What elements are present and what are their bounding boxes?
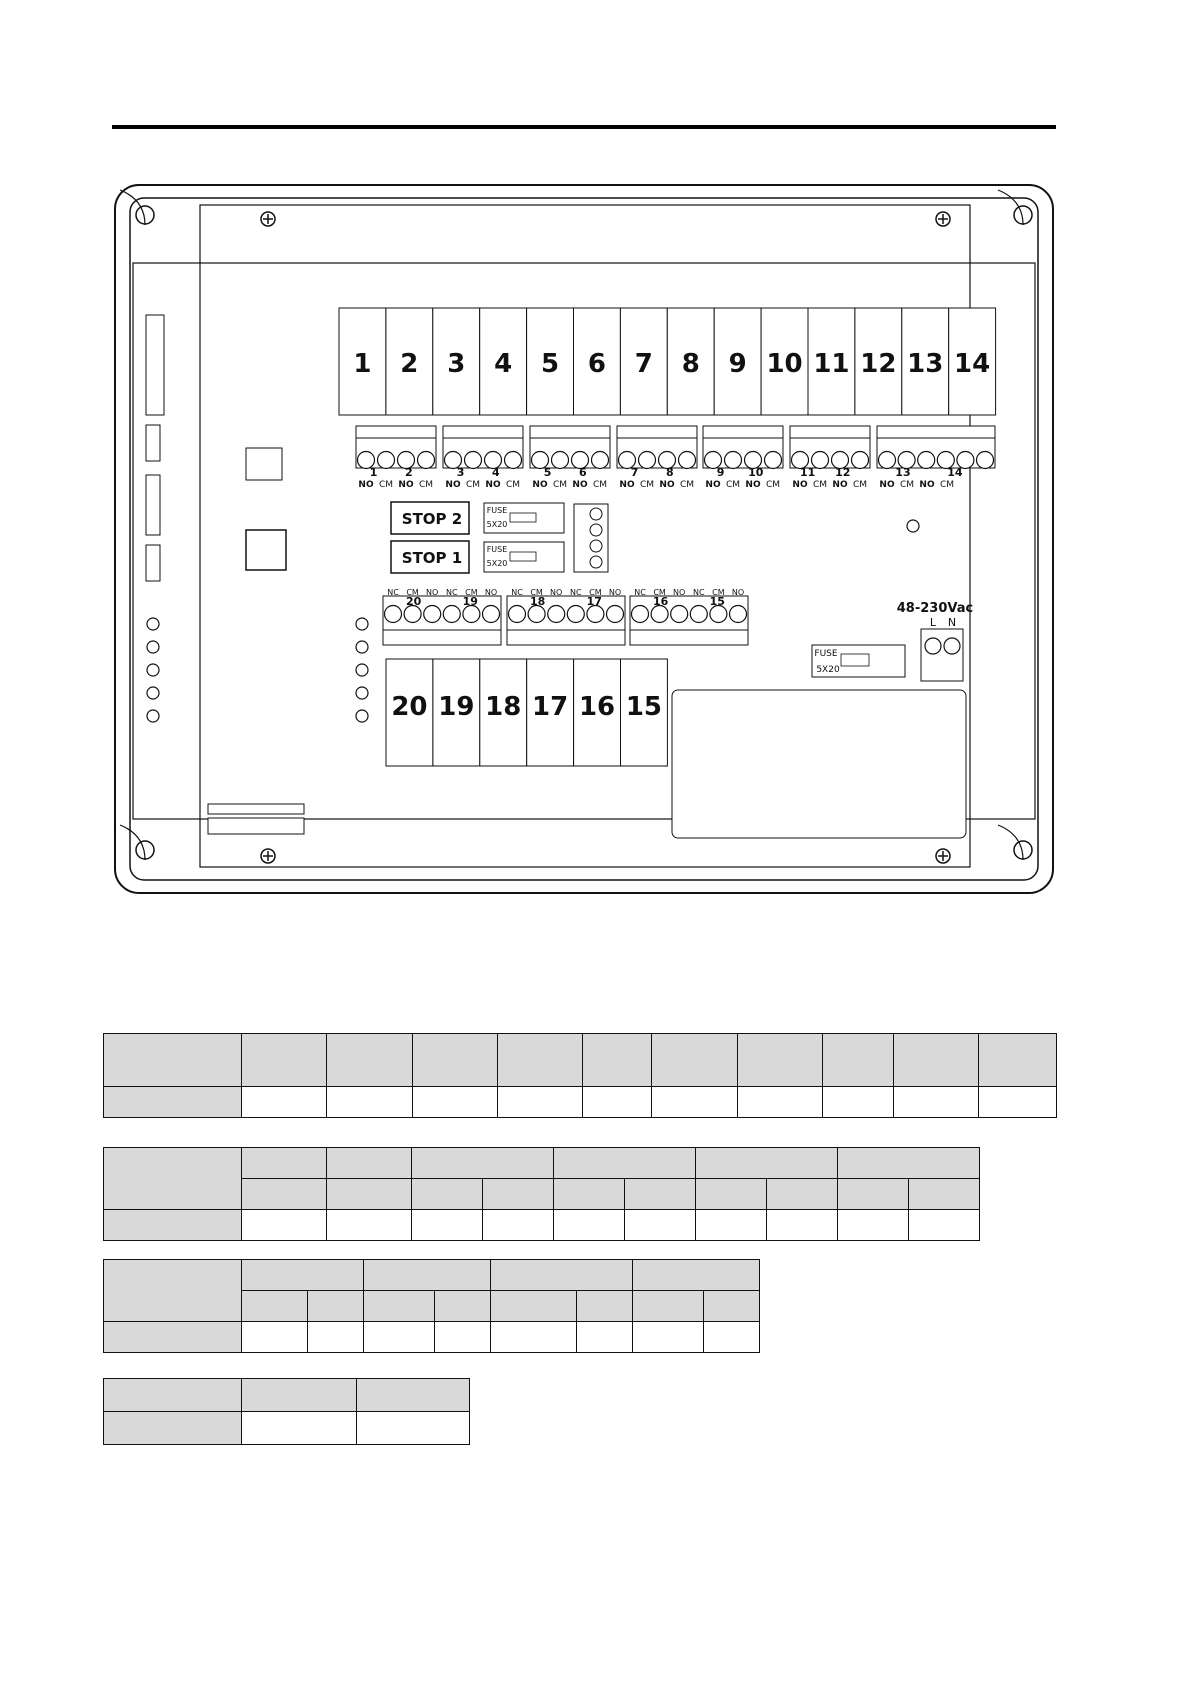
table-3 <box>103 1259 760 1353</box>
terminal-screw-icon <box>639 452 656 469</box>
stop-label: STOP 1 <box>401 549 463 567</box>
relay-label-17: 17 <box>532 692 569 722</box>
terminal-screw-icon <box>552 452 569 469</box>
terminal-screw-icon <box>505 452 522 469</box>
terminal-number: 7 <box>630 466 639 479</box>
terminal-screw-icon <box>528 606 545 623</box>
screw-cross <box>263 214 273 224</box>
terminal-screw-icon <box>465 452 482 469</box>
terminal-screw-icon <box>418 452 435 469</box>
terminal-screw-icon <box>925 638 941 654</box>
relay-label-12: 12 <box>860 349 897 379</box>
terminal-number: 2 <box>404 466 413 479</box>
terminal-screw-icon <box>590 508 602 520</box>
table-row <box>104 1210 980 1241</box>
terminal-number: 9 <box>716 466 725 479</box>
terminal-screw-icon <box>548 606 565 623</box>
terminal-screw-icon <box>918 452 935 469</box>
relay-label-14: 14 <box>954 349 991 379</box>
terminal-number: 4 <box>491 466 500 479</box>
relay-label-15: 15 <box>625 692 663 722</box>
terminal-block-top <box>703 426 783 438</box>
terminal-screw-icon <box>679 452 696 469</box>
table-row <box>104 1034 1057 1087</box>
terminal-screw-icon <box>651 606 668 623</box>
table-row <box>104 1148 980 1179</box>
table-row <box>104 1322 760 1353</box>
terminal-screw-icon <box>632 606 649 623</box>
terminal-number: 17 <box>586 595 602 608</box>
relay-label-18: 18 <box>485 692 522 722</box>
contact-label-no: NO <box>745 480 761 490</box>
terminal-number: 20 <box>406 595 422 608</box>
relay-label-1: 1 <box>353 349 372 379</box>
terminal-number: 15 <box>709 595 725 608</box>
terminal-screw-icon <box>378 452 395 469</box>
contact-label-no: NO <box>485 480 501 490</box>
terminal-block-top <box>356 426 436 438</box>
contact-label: CM <box>653 588 666 597</box>
contact-label: NO <box>731 588 745 597</box>
terminal-number: 12 <box>835 466 851 479</box>
terminal-screw-icon <box>607 606 624 623</box>
contact-label: CM <box>530 588 543 597</box>
contact-label-no: NO <box>358 480 374 490</box>
indicator-hole-icon <box>356 641 368 653</box>
contact-label-cm: CM <box>765 480 781 490</box>
relay-label-13: 13 <box>907 349 944 379</box>
indicator-hole-icon <box>907 520 919 532</box>
terminal-block-bottom <box>507 630 625 645</box>
relay-label-4: 4 <box>494 349 513 379</box>
terminal-screw-icon <box>725 452 742 469</box>
terminal-screw-icon <box>567 606 584 623</box>
contact-label-no: NO <box>532 480 548 490</box>
relay-label-9: 9 <box>728 349 747 379</box>
corner-curve <box>998 825 1023 860</box>
corner-curve <box>998 190 1023 225</box>
terminal-screw-icon <box>590 524 602 536</box>
power-terminal-block <box>921 629 963 681</box>
terminal-screw-icon <box>730 606 747 623</box>
table-4 <box>103 1378 470 1445</box>
relay-label-8: 8 <box>681 349 700 379</box>
contact-label: NO <box>673 588 686 597</box>
table-1 <box>103 1033 1057 1118</box>
contact-label: NC <box>387 588 399 597</box>
contact-label-cm: CM <box>378 480 394 490</box>
contact-label-cm: CM <box>899 480 915 490</box>
contact-label-no: NO <box>398 480 414 490</box>
side-connector <box>146 315 164 415</box>
relay-label-11: 11 <box>813 349 850 379</box>
contact-label-cm: CM <box>639 480 655 490</box>
screw-cross <box>938 214 948 224</box>
terminal-screw-icon <box>944 638 960 654</box>
contact-label: NO <box>484 588 498 597</box>
terminal-screw-icon <box>463 606 480 623</box>
modules-header <box>208 804 304 814</box>
indicator-hole-icon <box>147 641 159 653</box>
fuse-size: 5X20 <box>816 665 840 675</box>
contact-label-no: NO <box>619 480 635 490</box>
fuse-label: FUSE <box>814 649 838 659</box>
contact-label-cm: CM <box>505 480 521 490</box>
contact-label-no: NO <box>919 480 935 490</box>
relay-label-3: 3 <box>447 349 466 379</box>
relay-label-10: 10 <box>766 349 803 379</box>
terminal-number: 1 <box>369 466 378 479</box>
relay-label-7: 7 <box>634 349 653 379</box>
contact-label: CM <box>712 588 725 597</box>
terminal-screw-icon <box>385 606 402 623</box>
contact-label-no: NO <box>705 480 721 490</box>
terminal-block-bottom <box>383 630 501 645</box>
terminal-screw-icon <box>509 606 526 623</box>
contact-label-no: NO <box>792 480 808 490</box>
contact-label-no: NO <box>832 480 848 490</box>
corner-curve <box>120 190 145 225</box>
contact-label-cm: CM <box>552 480 568 490</box>
terminal-number: 8 <box>665 466 674 479</box>
contact-label: NC <box>693 588 705 597</box>
screw-cross <box>938 851 948 861</box>
terminal-block-top <box>877 426 995 438</box>
terminal-screw-icon <box>879 452 896 469</box>
indicator-hole-icon <box>147 664 159 676</box>
contact-label: CM <box>589 588 602 597</box>
contact-label-cm: CM <box>418 480 434 490</box>
contact-label: NC <box>570 588 582 597</box>
terminal-screw-icon <box>590 540 602 552</box>
terminal-screw-icon <box>404 606 421 623</box>
terminal-number: 18 <box>530 595 546 608</box>
table-2 <box>103 1147 980 1241</box>
side-connector <box>146 475 160 535</box>
side-connector <box>146 545 160 581</box>
contact-label-cm: CM <box>725 480 741 490</box>
terminal-screw-icon <box>443 606 460 623</box>
contact-label: NC <box>446 588 458 597</box>
relay-label-5: 5 <box>541 349 560 379</box>
terminal-block-top <box>443 426 523 438</box>
contact-label: NO <box>426 588 439 597</box>
contact-label-no: NO <box>879 480 895 490</box>
terminal-block-top <box>617 426 697 438</box>
microcontroller-chip <box>246 530 286 570</box>
contact-label-cm: CM <box>679 480 695 490</box>
table-row <box>104 1087 1057 1118</box>
indicator-hole-icon <box>356 664 368 676</box>
terminal-screw-icon <box>690 606 707 623</box>
side-connector <box>146 425 160 461</box>
contact-label-cm: CM <box>465 480 481 490</box>
terminal-screw-icon <box>852 452 869 469</box>
indicator-hole-icon <box>356 687 368 699</box>
table-row <box>104 1260 760 1291</box>
fuse-label: FUSE <box>486 545 508 554</box>
terminal-screw-icon <box>671 606 688 623</box>
contact-label: CM <box>465 588 478 597</box>
terminal-screw-icon <box>424 606 441 623</box>
power-terminal-l: L <box>929 616 937 629</box>
terminal-screw-icon <box>587 606 604 623</box>
screw-cross <box>263 851 273 861</box>
terminal-screw-icon <box>765 452 782 469</box>
indicator-hole-icon <box>147 687 159 699</box>
indicator-hole-icon <box>147 618 159 630</box>
terminal-screw-icon <box>592 452 609 469</box>
terminal-number: 5 <box>543 466 552 479</box>
contact-label-cm: CM <box>592 480 608 490</box>
table-row <box>104 1412 470 1445</box>
contact-label-cm: CM <box>852 480 868 490</box>
power-label: 48-230Vac <box>896 601 974 616</box>
contact-label: NC <box>511 588 523 597</box>
power-terminal-n: N <box>947 616 957 629</box>
contact-label-cm: CM <box>812 480 828 490</box>
terminal-number: 13 <box>895 466 911 479</box>
contact-label-cm: CM <box>939 480 955 490</box>
indicator-hole-icon <box>147 710 159 722</box>
terminal-number: 3 <box>456 466 465 479</box>
terminal-block-top <box>790 426 870 438</box>
terminal-number: 11 <box>799 466 816 479</box>
terminal-screw-icon <box>590 556 602 568</box>
fuse-size: 5X20 <box>486 559 508 568</box>
relay-label-19: 19 <box>438 692 475 722</box>
terminal-number: 10 <box>748 466 764 479</box>
terminal-screw-icon <box>483 606 500 623</box>
contact-label: NC <box>634 588 646 597</box>
terminal-number: 6 <box>578 466 587 479</box>
terminal-screw-icon <box>977 452 994 469</box>
contact-label: NO <box>608 588 622 597</box>
corner-curve <box>120 825 145 860</box>
fuse-size: 5X20 <box>486 520 508 529</box>
modules-connector <box>208 818 304 834</box>
fuse-label: FUSE <box>486 506 508 515</box>
eeprom-chip <box>246 448 282 480</box>
terminal-number: 14 <box>947 466 963 479</box>
label-area <box>672 690 966 838</box>
terminal-number: 16 <box>653 595 669 608</box>
terminal-number: 19 <box>462 595 478 608</box>
contact-label-no: NO <box>572 480 588 490</box>
contact-label: NO <box>550 588 563 597</box>
indicator-hole-icon <box>356 618 368 630</box>
relay-label-2: 2 <box>400 349 419 379</box>
terminal-screw-icon <box>710 606 727 623</box>
stop-label: STOP 2 <box>401 510 463 528</box>
relay-label-20: 20 <box>391 692 428 722</box>
terminal-block-top <box>530 426 610 438</box>
terminal-block-bottom <box>630 630 748 645</box>
contact-label-no: NO <box>659 480 675 490</box>
table-row <box>104 1379 470 1412</box>
contact-label-no: NO <box>445 480 461 490</box>
indicator-hole-icon <box>356 710 368 722</box>
relay-label-6: 6 <box>587 349 606 379</box>
contact-label: CM <box>406 588 419 597</box>
relay-label-16: 16 <box>578 692 616 722</box>
